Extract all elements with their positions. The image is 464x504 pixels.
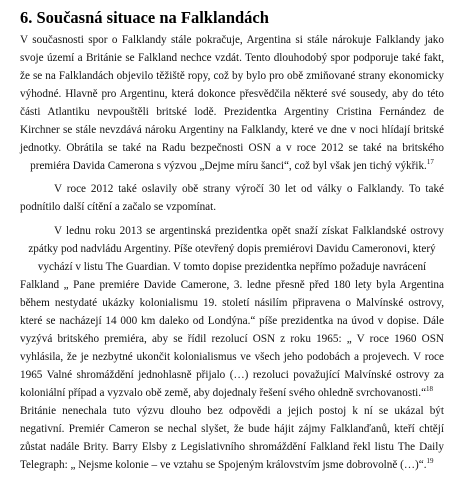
paragraph-3-line-3: vychází v listu The Guardian. V tomto dopise prezidentka nepřímo požaduje navrácení <box>37 261 427 273</box>
paragraph-1-line-3: že se na Falklandách objevilo těžiště ropy, což by bylo pro obě zmiňované strany ekonomicky <box>20 70 444 82</box>
paragraph-1-line-5: části Atlantiku nevpouštěli britské lodě. Prezidentka Argentiny Cristina Fernández de <box>20 106 444 118</box>
paragraph-1-line-6: Kirchner se stále nevzdává nároku Argentiny na Falklandy, které ve dne v noci hlídají britské <box>20 124 444 136</box>
paragraph-1-line-1: V současnosti spor o Falklandy stále pokračuje, Argentina si stále nárokuje Falklandy jako <box>20 34 444 46</box>
paragraph-3-line-1: V lednu roku 2013 se argentinská prezidentka opět snaží získat Falklandské ostrovy <box>54 225 444 237</box>
paragraph-1-line-4: výhodné. Hlavně pro Argentinu, která dokonce přesvědčila některé své sousedy, aby do této <box>20 88 444 100</box>
paragraph-1-line-8 <box>20 159 444 174</box>
paragraph-3-line-4: Falkland „ Pane premiére Davide Camerone, 3. ledne přesně před 180 lety byla Argentina <box>20 279 444 291</box>
paragraph-3-line-6: které se nacházejí 14 000 km daleko od Londýna.“ píše prezidentka na úvod v dopise. Dále <box>20 315 444 327</box>
paragraph-4-line-4-text: Telegraph: „ Nejsme kolonie – ve vztahu se Spojeným královstvím jsme dobrovolně (…)“. <box>20 459 427 471</box>
paragraph-4-line-3: zůstat nadále Brity. Barry Elsby z Legislativního shromáždění Falkland řekl listu The Daily <box>20 441 444 453</box>
paragraph-2-line-1: V roce 2012 také oslavily obě strany výročí 30 let od války o Falklandy. To také <box>54 183 444 195</box>
paragraph-3-line-7: vyzývá britského premiéra, aby se řídil rezolucí OSN z roku 1965: „ V roce 1960 OSN <box>20 333 444 345</box>
paragraph-3-line-5: během nestydaté ukázky kolonialismu 19. století násilím připravena o Malvínské ostrovy, <box>20 297 444 309</box>
paragraph-3-line-8: vyhlásila, že je nezbytné ukončit kolonialismus ve všech jeho podobách a projevech. V roce <box>20 351 444 363</box>
paragraph-1-line-2: svoje území a Británie se Falkland nechce vzdát. Tento dlouhodobý spor podporuje také fakt, <box>20 52 444 64</box>
paragraph-3-line-10 <box>20 386 444 401</box>
footnote-ref-18: 18 <box>426 385 434 393</box>
paragraph-1-line-7: jednotky. Obrátila se také na Radu bezpečnosti OSN a v roce 2012 se také na britského <box>20 142 444 154</box>
paragraph-3-line-10-text: koloniální případ a vyzvalo obě země, aby dojednaly řešení svého ohledně svrchovanosti.“ <box>20 387 427 399</box>
paragraph-4-line-4 <box>20 458 444 473</box>
paragraph-3-line-2: zpátky pod nadvládu Argentiny. Píše otevřený dopis premiérovi Davidu Cameronovi, který <box>28 243 436 255</box>
paragraph-3-line-9: 1965 Valné shromáždění jednohlasně přijalo (…) rezoluci považující Malvínské ostrovy za <box>20 369 444 381</box>
footnote-ref-17: 17 <box>426 158 434 166</box>
paragraph-4-line-1: Británie nenechala tuto výzvu dlouho bez odpovědi a jejich postoj k ní se ukázal být <box>20 405 444 417</box>
paragraph-1-line-8-text: premiéra Davida Camerona s výzvou „Dejme míru šanci“, což byl však jen tichý výkřik. <box>30 160 427 172</box>
footnote-ref-19: 19 <box>426 457 434 465</box>
paragraph-2-line-2: podnítilo další cítění a začalo se vzpomínat. <box>20 201 217 213</box>
section-heading: 6. Současná situace na Falklandách <box>20 8 269 27</box>
paragraph-4-line-2: negativní. Premiér Cameron se nechal slyšet, že bude hájit zájmy Falklanďanů, kteří chtějí <box>20 423 444 435</box>
